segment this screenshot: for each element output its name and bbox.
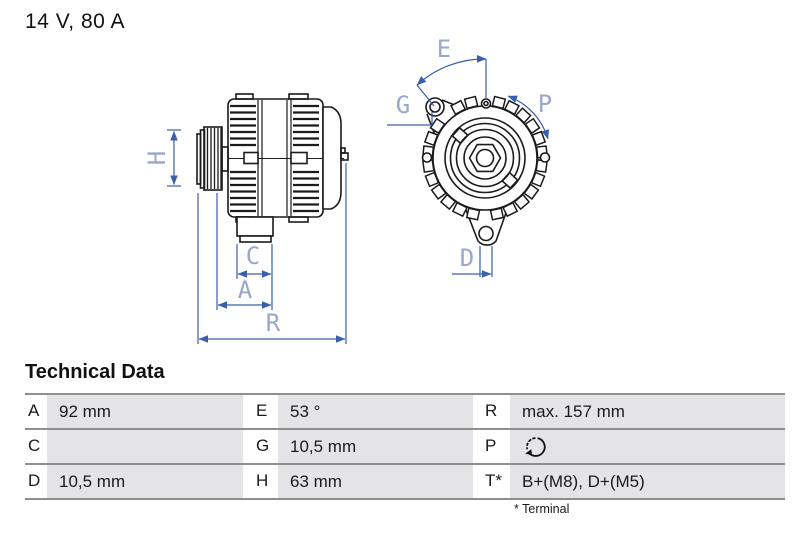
- table-row: [25, 393, 785, 428]
- dim-label-h: H: [143, 150, 171, 166]
- dim-label-e: E: [436, 35, 452, 63]
- table-label-c: C: [25, 430, 47, 463]
- dim-label-c: C: [245, 242, 261, 270]
- table-value-a: 92 mm: [47, 395, 243, 428]
- table-label-h: H: [243, 465, 278, 498]
- table-row: [25, 428, 785, 463]
- product-rating: 14 V, 80 A: [25, 10, 125, 33]
- alternator-front-view: [423, 97, 550, 246]
- dim-label-a: A: [237, 276, 253, 304]
- table-value-g: 10,5 mm: [278, 430, 473, 463]
- terminal-footnote: * Terminal: [514, 502, 570, 516]
- technical-data-table: [25, 393, 785, 500]
- table-label-r: R: [473, 395, 510, 428]
- table-label-t: T*: [473, 465, 510, 498]
- table-row: [25, 463, 785, 500]
- table-label-p: P: [473, 430, 510, 463]
- table-value-d: 10,5 mm: [47, 465, 243, 498]
- table-label-a: A: [25, 395, 47, 428]
- dim-label-d: D: [459, 244, 475, 272]
- alternator-body-side: [228, 94, 348, 242]
- shaft-hex-nut: [470, 145, 501, 172]
- dim-label-p: P: [537, 90, 553, 118]
- table-value-t: B+(M8), D+(M5): [510, 465, 785, 498]
- table-value-e: 53 °: [278, 395, 473, 428]
- dim-label-g: G: [395, 91, 411, 119]
- table-value-c: [47, 430, 243, 463]
- pulley-side: [197, 127, 228, 190]
- table-value-h: 63 mm: [278, 465, 473, 498]
- table-label-d: D: [25, 465, 47, 498]
- table-label-g: G: [243, 430, 278, 463]
- clockwise-rotation-icon: [523, 434, 549, 460]
- table-value-r: max. 157 mm: [510, 395, 785, 428]
- table-label-e: E: [243, 395, 278, 428]
- table-value-p: [510, 430, 785, 463]
- technical-data-heading: Technical Data: [25, 361, 165, 383]
- dim-label-r: R: [265, 309, 281, 337]
- alternator-side-view: [197, 94, 348, 242]
